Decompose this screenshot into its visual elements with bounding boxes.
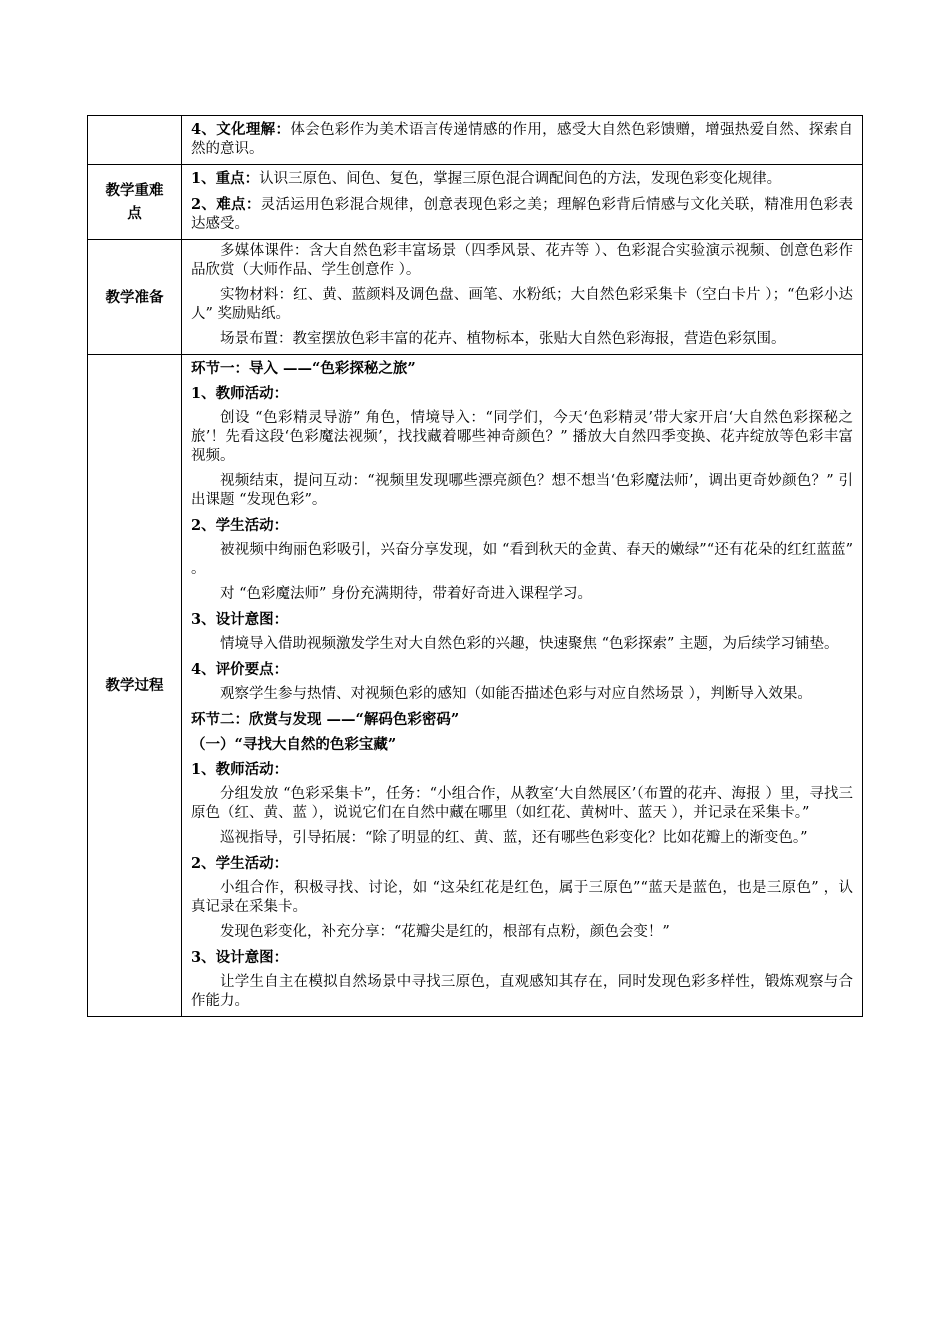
label-process: 教学过程 — [88, 355, 182, 1017]
item-text: 灵活运用色彩混合规律，创意表现色彩之美；理解色彩背后情感与文化关联，精准用色彩表达感受。 — [191, 197, 853, 232]
prep-multimedia: 多媒体课件：含大自然色彩丰富场景（四季风景、花卉等 ）、色彩混合实验演示视频、创意色彩作品欣赏（大师作品、学生创意作 ）。 — [191, 243, 853, 278]
s2-student-p1: 小组合作，积极寻找、讨论，如 “这朵红花是红色，属于三原色”“蓝天是蓝色，也是三原色” ，认真记录在采集卡。 — [191, 880, 853, 915]
s1-student-p1: 被视频中绚丽色彩吸引，兴奋分享发现，如 “看到秋天的金黄、春天的嫩绿”“还有花朵的红红蓝蓝” 。 — [191, 542, 853, 577]
s1-teacher-p2: 视频结束，提问互动：“视频里发现哪些漂亮颜色？想不想当‘色彩魔法师’，调出更奇妙颜色？” 引出课题 “发现色彩”。 — [191, 473, 853, 508]
key-points-content — [182, 165, 863, 240]
row-preparation — [88, 240, 863, 355]
s2-teacher-p2: 巡视指导，引导拓展：“除了明显的红、黄、蓝，还有哪些色彩变化？比如花瓣上的渐变色。” — [220, 830, 808, 846]
stage1-title: 环节一：导入 ——“色彩探秘之旅” — [191, 360, 416, 377]
process-content — [182, 355, 863, 1017]
s1-teacher-p1: 创设 “色彩精灵导游” 角色，情境导入：“同学们，今天‘色彩精灵’带大家开启‘大自然色彩探秘之旅’！先看这段‘色彩魔法视频’，找找藏着哪些神奇颜色？” 播放大自然四季变换、花卉绽放等色彩丰富视频。 — [191, 410, 853, 464]
row-objectives-continued — [88, 116, 863, 165]
s1-design-p1: 情境导入借助视频激发学生对大自然色彩的兴趣，快速聚焦 “色彩探索” 主题，为后续学习铺垫。 — [220, 636, 839, 652]
difficulty-item — [191, 195, 853, 234]
objective-item — [191, 120, 853, 159]
prep-scene: 场景布置：教室摆放色彩丰富的花卉、植物标本，张贴大自然色彩海报，营造色彩氛围。 — [220, 331, 786, 347]
label-cell-empty — [88, 116, 182, 165]
s2-design-title: 3、设计意图： — [191, 949, 289, 966]
label-key-points: 教学重难点 — [88, 165, 182, 240]
item-title: 4、文化理解： — [191, 121, 291, 138]
row-key-points — [88, 165, 863, 240]
item-text: 认识三原色、间色、复色，掌握三原色混合调配间色的方法，发现色彩变化规律。 — [259, 171, 782, 187]
preparation-content — [182, 240, 863, 355]
s1-student-title: 2、学生活动： — [191, 517, 289, 534]
label-preparation: 教学准备 — [88, 240, 182, 355]
stage2-sub-title: （一）“寻找大自然的色彩宝藏” — [191, 736, 397, 753]
s2-design-p1: 让学生自主在模拟自然场景中寻找三原色，直观感知其存在，同时发现色彩多样性，锻炼观察与合作能力。 — [191, 974, 853, 1009]
s2-student-title: 2、学生活动： — [191, 855, 289, 872]
s1-teacher-title: 1、教师活动： — [191, 385, 289, 402]
s2-teacher-p1: 分组发放 “色彩采集卡”，任务：“小组合作，从教室‘大自然展区’（布置的花卉、海报 ）里，寻找三原色（红、黄、蓝 ），说说它们在自然中藏在哪里（如红花、黄树叶、蓝天 ），并记录在采集卡。” — [191, 786, 853, 821]
item-text: 体会色彩作为美术语言传递情感的作用，感受大自然色彩馈赠，增强热爱自然、探索自然的意识。 — [191, 122, 854, 157]
s2-teacher-title: 1、教师活动： — [191, 761, 289, 778]
s1-student-p2: 对 “色彩魔法师” 身份充满期待，带着好奇进入课程学习。 — [220, 586, 593, 602]
stage2-title: 环节二：欣赏与发现 ——“解码色彩密码” — [191, 711, 460, 728]
s2-student-p2: 发现色彩变化，补充分享：“花瓣尖是红的，根部有点粉，颜色会变！” — [220, 924, 670, 940]
s1-eval-p1: 观察学生参与热情、对视频色彩的感知（如能否描述色彩与对应自然场景 ），判断导入效果。 — [220, 686, 812, 702]
item-title: 1、重点： — [191, 170, 260, 187]
lesson-plan-table — [87, 115, 863, 1017]
item-title: 2、难点： — [191, 196, 261, 213]
s1-eval-title: 4、评价要点： — [191, 661, 289, 678]
s1-design-title: 3、设计意图： — [191, 611, 289, 628]
prep-materials: 实物材料：红、黄、蓝颜料及调色盘、画笔、水粉纸；大自然色彩采集卡（空白卡片 ）；“色彩小达人” 奖励贴纸。 — [191, 287, 853, 322]
key-point-item — [191, 169, 853, 189]
row-process — [88, 355, 863, 1017]
objectives-content — [182, 116, 863, 165]
